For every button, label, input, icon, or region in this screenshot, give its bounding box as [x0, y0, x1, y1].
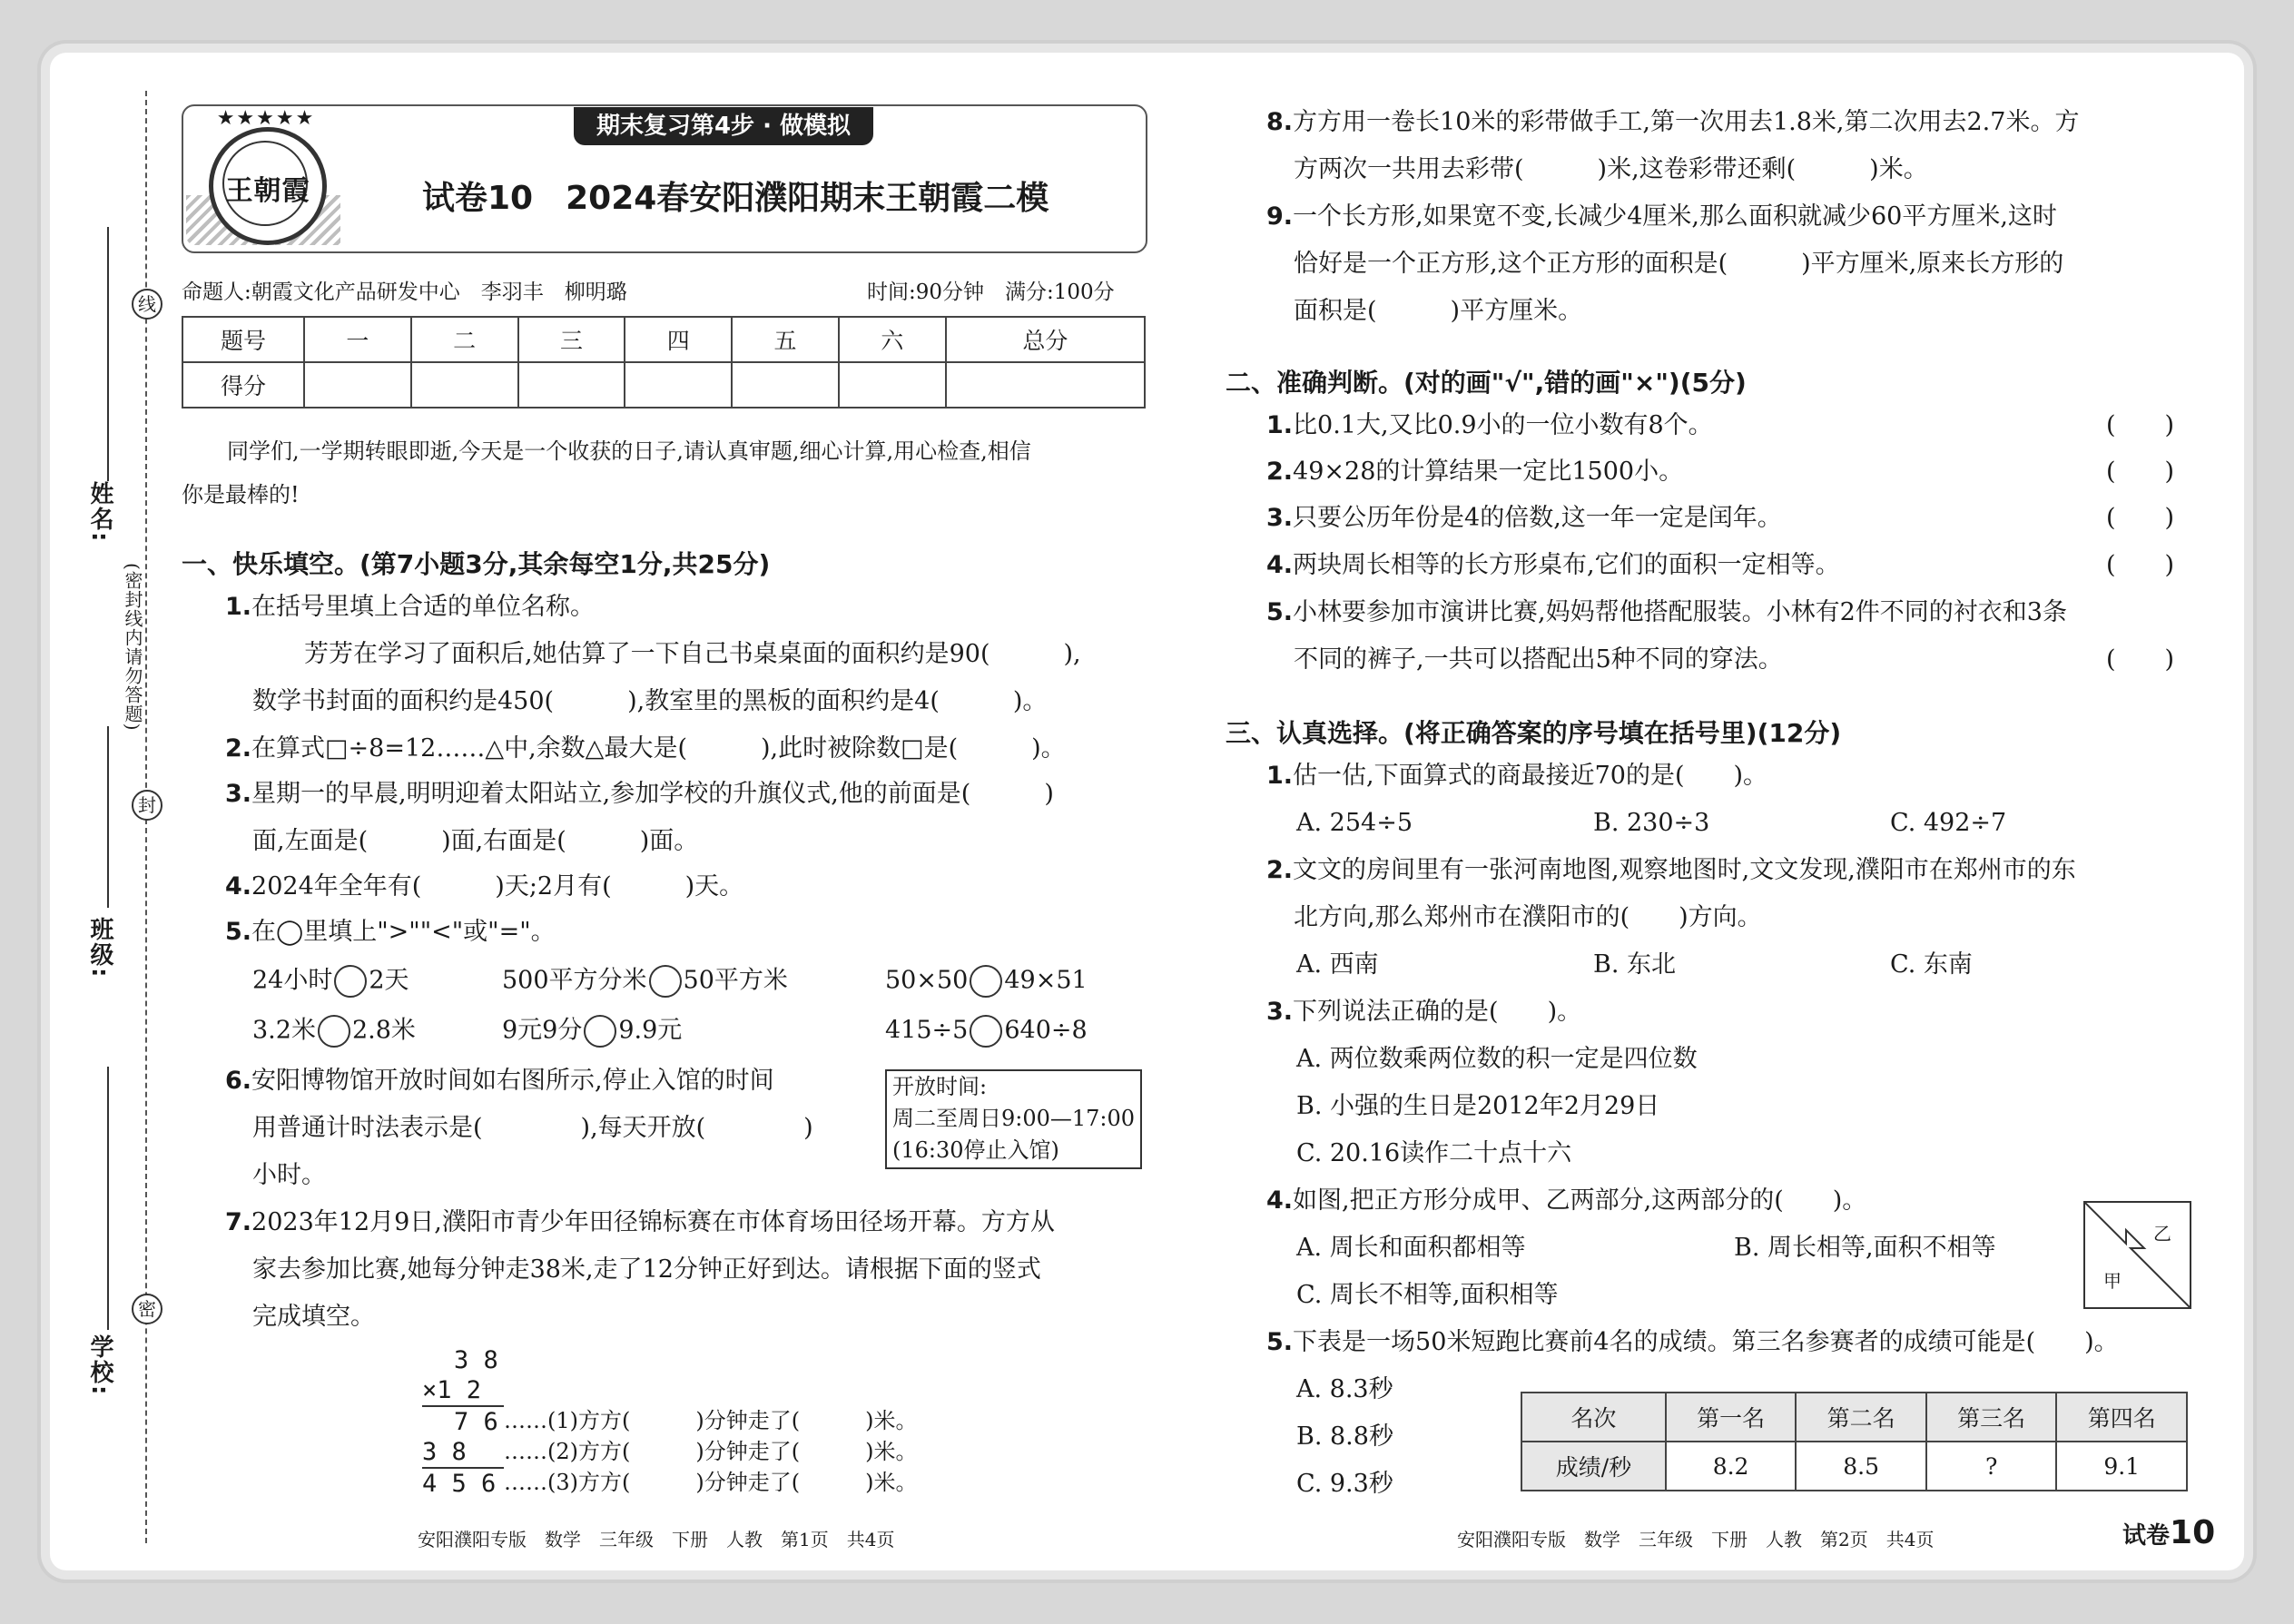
- calc-operand-1: 3 8: [454, 1346, 498, 1374]
- table-cell: ?: [1926, 1442, 2057, 1491]
- q-number: 9.: [1266, 202, 1294, 231]
- header-tab: 期末复习第4步 · 做模拟: [574, 107, 873, 145]
- q-number: 7.: [225, 1208, 252, 1236]
- question-text: 在◯里填上">""<"或"="。: [251, 918, 556, 946]
- table-header-cell: 第一名: [1666, 1393, 1797, 1442]
- q-number: 4.: [225, 872, 252, 901]
- compare-left: 415÷5: [885, 1016, 969, 1045]
- race-results-table: [1521, 1392, 2188, 1491]
- compare-circle[interactable]: [970, 1015, 1002, 1048]
- table-cell: 9.1: [2056, 1442, 2187, 1491]
- calc-result: 4 5 6: [422, 1470, 497, 1498]
- q-number: 2.: [1266, 458, 1294, 486]
- calc-fill-1: ……(1)方方( )分钟走了( )米。: [504, 1408, 918, 1433]
- question-text: 方方用一卷长10米的彩带做手工,第一次用去1.8米,第二次用去2.7米。方: [1293, 108, 2080, 136]
- footer-left: 安阳濮阳专版 数学 三年级 下册 人教 第1页 共4页: [418, 1529, 895, 1550]
- school-line[interactable]: [107, 1067, 109, 1330]
- q-number: 2.: [225, 734, 252, 763]
- score-header-cell: 五: [732, 317, 839, 362]
- question-text: 2024年全年有( )天;2月有( )天。: [251, 872, 744, 901]
- table-header-cell: 第四名: [2056, 1393, 2187, 1442]
- score-cell[interactable]: [625, 362, 732, 408]
- score-cell[interactable]: [411, 362, 518, 408]
- compare-circle[interactable]: [334, 965, 367, 998]
- score-header-cell: 二: [411, 317, 518, 362]
- score-cell[interactable]: [304, 362, 411, 408]
- q-number: 8.: [1266, 108, 1294, 136]
- option: C. 东南: [1890, 950, 1973, 979]
- compare-right: 2天: [369, 966, 409, 995]
- table-cell: 8.2: [1666, 1442, 1797, 1491]
- question-text: 2023年12月9日,濮阳市青少年田径锦标赛在市体育场田径场开幕。方方从: [251, 1208, 1055, 1236]
- binding-notice: (密封线内请勿答题): [122, 563, 143, 732]
- hours-time: 周二至周日9:00—17:00: [892, 1106, 1136, 1131]
- q-number: 4.: [1266, 1186, 1294, 1215]
- exam-title: 试卷10 2024春安阳濮阳期末王朝霞二模: [422, 180, 1049, 217]
- question-text: 文文的房间里有一张河南地图,观察地图时,文文发现,濮阳市在郑州市的东: [1293, 856, 2076, 884]
- class-line[interactable]: [107, 726, 109, 908]
- table-header-cell: 第三名: [1926, 1393, 2057, 1442]
- figure-label-jia: 甲: [2103, 1270, 2122, 1292]
- q-number: 5.: [1266, 598, 1294, 626]
- score-row-label: 得分: [182, 362, 304, 408]
- binding-mark-feng: 封: [132, 790, 162, 821]
- q-number: 3.: [1266, 504, 1294, 532]
- answer-paren[interactable]: ( ): [2106, 411, 2175, 439]
- section-2-title: 二、准确判断。(对的画"√",错的画"×")(5分): [1226, 368, 1747, 398]
- calc-fill-2: ……(2)方方( )分钟走了( )米。: [504, 1439, 918, 1464]
- compare-left: 9元9分: [502, 1016, 583, 1045]
- table-row-label: 成绩/秒: [1521, 1442, 1666, 1491]
- question-text: 比0.1大,又比0.9小的一位小数有8个。: [1293, 411, 1713, 439]
- question-text: 用普通计时法表示是( ),每天开放( ): [252, 1114, 813, 1142]
- option: A. 西南: [1296, 950, 1379, 979]
- option: A. 周长和面积都相等: [1296, 1234, 1526, 1262]
- question-text: 在括号里填上合适的单位名称。: [251, 593, 596, 621]
- question-text: 安阳博物馆开放时间如右图所示,停止入馆的时间: [251, 1067, 774, 1095]
- question-text: 如图,把正方形分成甲、乙两部分,这两部分的( )。: [1293, 1186, 1867, 1215]
- table-cell: 8.5: [1796, 1442, 1926, 1491]
- score-header-cell: 总分: [946, 317, 1145, 362]
- logo-stars: ★★★★★: [216, 107, 316, 130]
- q-number: 1.: [225, 593, 252, 621]
- compare-left: 50×50: [885, 966, 969, 995]
- question-text: 49×28的计算结果一定比1500小。: [1293, 458, 1684, 486]
- compare-circle[interactable]: [970, 965, 1002, 998]
- footer-right: 安阳濮阳专版 数学 三年级 下册 人教 第2页 共4页: [1457, 1529, 1935, 1550]
- score-cell[interactable]: [732, 362, 839, 408]
- score-table: [182, 316, 1146, 408]
- score-cell[interactable]: [839, 362, 946, 408]
- compare-left: 500平方分米: [502, 966, 647, 995]
- question-text: 家去参加比赛,她每分钟走38米,走了12分钟正好到达。请根据下面的竖式: [252, 1255, 1041, 1284]
- compare-right: 9.9元: [618, 1016, 683, 1045]
- option: A. 两位数乘两位数的积一定是四位数: [1296, 1045, 1698, 1073]
- q-number: 3.: [225, 780, 252, 808]
- section-3-title: 三、认真选择。(将正确答案的序号填在括号里)(12分): [1226, 718, 1842, 748]
- table-header-cell: 第二名: [1796, 1393, 1926, 1442]
- square-division-figure: [2083, 1201, 2191, 1309]
- question-text: 在算式□÷8=12……△中,余数△最大是( ),此时被除数□是( )。: [251, 734, 1066, 763]
- compare-left: 3.2米: [252, 1016, 316, 1045]
- question-text: 完成填空。: [252, 1303, 375, 1331]
- question-text: 下列说法正确的是( )。: [1293, 998, 1582, 1026]
- calc-operand-2: ×1 2: [422, 1375, 504, 1407]
- museum-hours-box: [885, 1069, 1142, 1169]
- answer-paren[interactable]: ( ): [2106, 551, 2175, 579]
- calc-partial-1: 7 6: [454, 1408, 498, 1436]
- score-cell[interactable]: [518, 362, 625, 408]
- option: C. 492÷7: [1890, 809, 2007, 837]
- badge-number: 10: [2170, 1514, 2216, 1551]
- hours-label: 开放时间:: [892, 1074, 988, 1099]
- time-line: 时间:90分钟 满分:100分: [867, 281, 1115, 304]
- option: B. 230÷3: [1593, 809, 1710, 837]
- compare-right: 49×51: [1004, 966, 1088, 995]
- paper-badge: [2122, 1514, 2215, 1551]
- school-label: 学校:: [86, 1334, 113, 1397]
- figure-label-yi: 乙: [2153, 1223, 2171, 1245]
- score-header-cell: 题号: [182, 317, 304, 362]
- option: C. 20.16读作二十点十六: [1296, 1139, 1572, 1167]
- question-text: 北方向,那么郑州市在濮阳市的( )方向。: [1294, 903, 1762, 931]
- score-header-cell: 三: [518, 317, 625, 362]
- hours-note: (16:30停止入馆): [892, 1137, 1059, 1163]
- question-text: 一个长方形,如果宽不变,长减少4厘米,那么面积就减少60平方厘米,这时: [1293, 202, 2057, 231]
- author-line: 命题人:朝霞文化产品研发中心 李羽丰 柳明璐: [182, 281, 627, 304]
- logo-text: 王朝霞: [225, 175, 310, 207]
- compare-right: 50平方米: [683, 966, 788, 995]
- answer-paren[interactable]: ( ): [2106, 504, 2175, 532]
- score-header-cell: 一: [304, 317, 411, 362]
- question-text: 星期一的早晨,明明迎着太阳站立,参加学校的升旗仪式,他的前面是( ): [251, 780, 1054, 808]
- compare-circle[interactable]: [649, 965, 682, 998]
- score-header-cell: 六: [839, 317, 946, 362]
- name-line[interactable]: [107, 227, 109, 481]
- option: B. 8.8秒: [1296, 1422, 1393, 1451]
- table-header-cell: 名次: [1521, 1393, 1666, 1442]
- intro-line-2: 你是最棒的!: [182, 482, 300, 507]
- name-label: 姓名:: [86, 481, 113, 544]
- q-number: 3.: [1266, 998, 1294, 1026]
- calc-fill-3: ……(3)方方( )分钟走了( )米。: [504, 1470, 918, 1495]
- option: C. 9.3秒: [1296, 1470, 1393, 1498]
- option: B. 东北: [1593, 950, 1677, 979]
- question-text: 不同的裤子,一共可以搭配出5种不同的穿法。: [1294, 645, 1783, 674]
- section-1-title: 一、快乐填空。(第7小题3分,其余每空1分,共25分): [182, 549, 771, 579]
- question-text: 小时。: [252, 1161, 326, 1189]
- question-text: 面,左面是( )面,右面是( )面。: [252, 827, 699, 855]
- q-number: 5.: [225, 918, 252, 946]
- compare-circle[interactable]: [584, 1015, 616, 1048]
- q-number: 2.: [1266, 856, 1294, 884]
- option: C. 周长不相等,面积相等: [1296, 1281, 1559, 1309]
- question-text: 下表是一场50米短跑比赛前4名的成绩。第三名参赛者的成绩可能是( )。: [1293, 1328, 2119, 1356]
- compare-left: 24小时: [252, 966, 333, 995]
- option: B. 周长相等,面积不相等: [1734, 1234, 1996, 1262]
- question-text: 数学书封面的面积约是450( ),教室里的黑板的面积约是4( )。: [252, 687, 1048, 715]
- q-number: 4.: [1266, 551, 1294, 579]
- question-text: 芳芳在学习了面积后,她估算了一下自己书桌桌面的面积约是90( ),: [304, 640, 1081, 668]
- question-text: 面积是( )平方厘米。: [1294, 297, 1583, 325]
- question-text: 恰好是一个正方形,这个正方形的面积是( )平方厘米,原来长方形的: [1294, 250, 2064, 278]
- question-text: 方两次一共用去彩带( )米,这卷彩带还剩( )米。: [1294, 155, 1928, 183]
- q-number: 1.: [1266, 411, 1294, 439]
- option: B. 小强的生日是2012年2月29日: [1296, 1092, 1660, 1120]
- binding-mark-mi: 密: [132, 1294, 162, 1324]
- q-number: 1.: [1266, 762, 1294, 790]
- answer-paren[interactable]: ( ): [2106, 458, 2175, 486]
- question-text: 估一估,下面算式的商最接近70的是( )。: [1293, 762, 1768, 790]
- question-text: 小林要参加市演讲比赛,妈妈帮他搭配服装。小林有2件不同的衬衣和3条: [1293, 598, 2067, 626]
- question-text: 只要公历年份是4的倍数,这一年一定是闰年。: [1293, 504, 1782, 532]
- badge-label: 试卷: [2122, 1522, 2171, 1550]
- logo-seal: [209, 127, 327, 245]
- q-number: 6.: [225, 1067, 252, 1095]
- option: A. 254÷5: [1296, 809, 1413, 837]
- question-text: 两块周长相等的长方形桌布,它们的面积一定相等。: [1293, 551, 1840, 579]
- q-number: 5.: [1266, 1328, 1294, 1356]
- class-label: 班级:: [86, 917, 113, 979]
- option: A. 8.3秒: [1296, 1375, 1393, 1403]
- compare-circle[interactable]: [318, 1015, 350, 1048]
- score-cell[interactable]: [946, 362, 1145, 408]
- answer-paren[interactable]: ( ): [2106, 645, 2175, 674]
- calc-partial-2: 3 8: [422, 1437, 504, 1469]
- compare-right: 640÷8: [1004, 1016, 1088, 1045]
- intro-line-1: 同学们,一学期转眼即逝,今天是一个收获的日子,请认真审题,细心计算,用心检查,相信: [227, 438, 1031, 464]
- compare-right: 2.8米: [351, 1016, 416, 1045]
- score-header-cell: 四: [625, 317, 732, 362]
- binding-mark-xian: 线: [132, 289, 162, 320]
